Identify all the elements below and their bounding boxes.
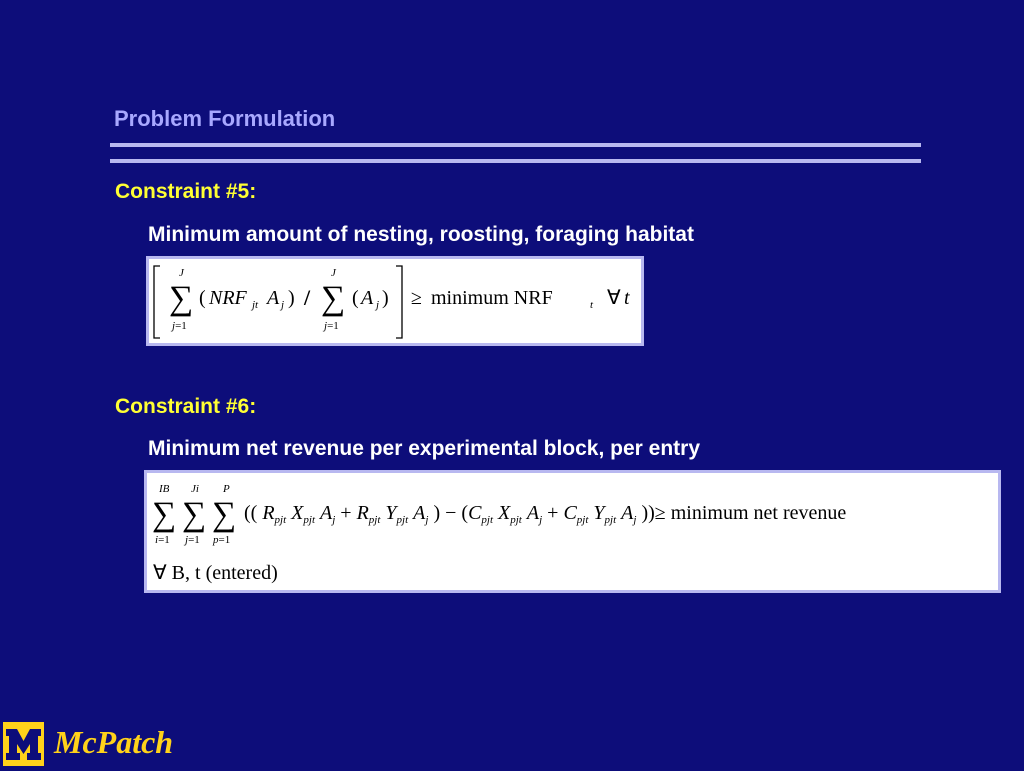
svg-text:∑: ∑ [152,496,177,533]
svg-text:j=1: j=1 [324,320,339,332]
svg-text:j: j [376,299,380,311]
constraint6-description: Minimum net revenue per experimental block, per entry [148,437,700,460]
svg-text:∑: ∑ [182,496,207,533]
svg-text:jt: jt [252,299,259,311]
constraint5-heading: Constraint #5: [115,180,257,203]
svg-text:j=1: j=1 [172,320,187,332]
svg-text:(( Rpjt Xpjt: (( $R_{pjt}$ $X_{pjt}$ $A_j$ + $R_{pjt}$ $Y_{pjt}$ $A_j$ ) − ($C_{pjt}$ $X_{pjt}$ $A_j$ + $C_{pjt}$ $Y_{pjt}$ $A_j$ ))≥ minimum net revenue [244,502,847,526]
svg-text:∑: ∑ [321,280,346,317]
constraint5-description: Minimum amount of nesting, roosting, foraging habitat [148,223,694,246]
svg-text:A: A [267,287,280,309]
constraint6-condition: ∀ B, t (entered) [153,562,278,584]
svg-text:p=1: p=1 [213,534,231,546]
logo-text: McPatch [54,724,174,760]
svg-text:t: t [624,287,630,309]
constraint6-heading: Constraint #6: [115,395,257,418]
svg-text:t: t [590,299,594,311]
title-rule-top [110,143,921,147]
svg-text:NRF: NRF [209,287,247,309]
svg-text:J: J [179,267,184,279]
svg-text:j: j [281,299,285,311]
svg-text:∑: ∑ [169,280,194,317]
title-rule-bottom [110,159,921,163]
svg-text:IB: IB [159,483,170,495]
svg-text:A: A [361,287,374,309]
svg-text:∑: ∑ [212,496,237,533]
svg-text:minimum NRF: minimum NRF [431,287,553,309]
svg-text:/: / [304,285,311,310]
constraint6-equation [144,470,1001,593]
svg-text:≥: ≥ [411,287,422,309]
constraint5-equation [146,256,644,346]
svg-text:Ji: Ji [191,483,199,495]
svg-text:j=1: j=1 [185,534,200,546]
svg-text:J: J [331,267,336,279]
svg-text:): ) [382,287,389,309]
svg-text:P: P [223,483,230,495]
svg-text:(: ( [199,287,206,309]
svg-text:i=1: i=1 [155,534,170,546]
svg-text:∀: ∀ [607,287,621,309]
page-title: Problem Formulation [114,106,336,131]
svg-text:(: ( [352,287,359,309]
svg-text:): ) [288,287,295,309]
logo-m-icon [3,722,44,766]
